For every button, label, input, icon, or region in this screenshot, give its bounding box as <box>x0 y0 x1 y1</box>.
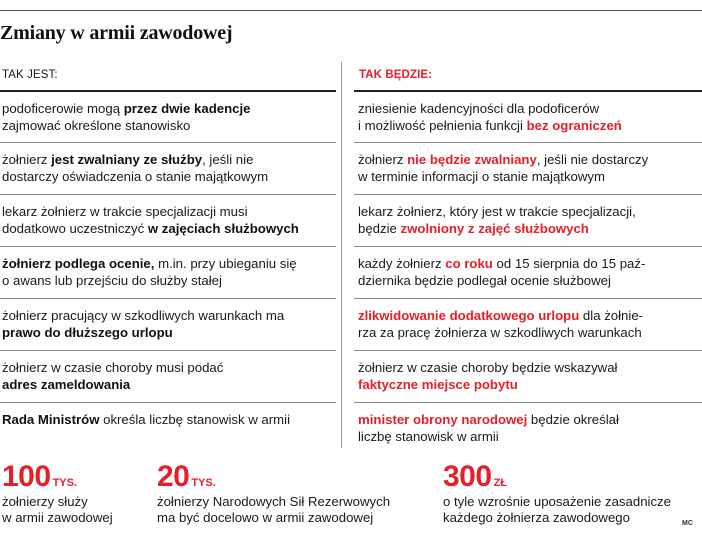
stat-description: żołnierzy służy w armii zawodowej <box>2 494 113 525</box>
stat-active-soldiers <box>2 462 113 526</box>
highlight-text: minister obrony narodowej <box>358 412 528 427</box>
comparison-row: żołnierz pracujący w szkodliwych warunkach ma prawo do dłuższego urlopu <box>0 298 336 350</box>
comparison-row: lekarz żołnierz w trakcie specjalizacji musi dodatkowo uczestniczyć w zajęciach służbowych <box>0 194 336 246</box>
column-heading-current: TAK JEST: <box>2 69 58 81</box>
stat-unit: ZŁ <box>493 477 508 489</box>
future-state-column <box>354 90 702 454</box>
highlight-text: co roku <box>445 256 493 271</box>
comparison-row: żołnierz w czasie choroby musi podać adres zameldowania <box>0 350 336 402</box>
stat-description: żołnierzy Narodowych Sił Rezerwowych ma być docelowo w armii zawodowej <box>157 494 391 525</box>
comparison-row: lekarz żołnierz, który jest w trakcie specjalizacji, będzie zwolniony z zajęć służbowych <box>354 194 702 246</box>
stat-salary-increase <box>443 462 671 526</box>
stat-number: 300 <box>443 460 492 493</box>
stat-unit: TYS. <box>191 477 216 489</box>
bold-text: żołnierz podlega ocenie, <box>2 256 155 271</box>
comparison-row: zniesienie kadencyjności dla podoficerów i możliwość pełnienia funkcji bez ograniczeń <box>354 90 702 142</box>
bold-text: prawo do dłuższego urlopu <box>2 325 173 340</box>
page-title: Zmiany w armii zawodowej <box>0 22 233 44</box>
comparison-row: każdy żołnierz co roku od 15 sierpnia do 15 paź- dziernika będzie podlegał ocenie służbowej <box>354 246 702 298</box>
top-rule <box>0 10 702 11</box>
stat-number: 20 <box>157 460 190 493</box>
comparison-row: minister obrony narodowej będzie określał liczbę stanowisk w armii <box>354 402 702 454</box>
bold-text: Rada Ministrów <box>2 412 100 427</box>
comparison-row: żołnierz nie będzie zwalniany, jeśli nie dostarczy w terminie informacji o stanie majątkowym <box>354 142 702 194</box>
column-heading-future: TAK BĘDZIE: <box>359 69 433 81</box>
current-state-column <box>0 90 336 454</box>
stat-unit: TYS. <box>52 477 78 489</box>
bold-text: przez dwie kadencje <box>123 101 251 116</box>
highlight-text: nie będzie zwalniany <box>407 152 537 167</box>
highlight-text: bez ograniczeń <box>526 118 622 133</box>
stat-description: o tyle wzrośnie uposażenie zasadnicze każdego żołnierza zawodowego <box>443 494 671 525</box>
bold-text: adres zameldowania <box>2 377 131 392</box>
highlight-text: faktyczne miejsce pobytu <box>358 377 518 392</box>
comparison-row: żołnierz podlega ocenie, m.in. przy ubieganiu się o awans lub przejściu do służby stałej <box>0 246 336 298</box>
stat-number: 100 <box>2 460 51 493</box>
comparison-row: żołnierz w czasie choroby będzie wskazywał faktyczne miejsce pobytu <box>354 350 702 402</box>
comparison-row: żołnierz jest zwalniany ze służby, jeśli nie dostarczy oświadczenia o stanie majątkowym <box>0 142 336 194</box>
author-credit: MC <box>682 520 693 527</box>
column-divider <box>341 62 342 448</box>
stat-reserve-soldiers <box>157 462 390 526</box>
bold-text: jest zwalniany ze służby <box>51 152 203 167</box>
comparison-row: zlikwidowanie dodatkowego urlopu dla żołnie- rza za pracę żołnierza w szkodliwych warunkach <box>354 298 702 350</box>
comparison-row: podoficerowie mogą przez dwie kadencje zajmować określone stanowisko <box>0 90 336 142</box>
bold-text: w zajęciach służbowych <box>147 221 299 236</box>
highlight-text: zwolniony z zajęć służbowych <box>400 221 589 236</box>
comparison-row: Rada Ministrów określa liczbę stanowisk w armii <box>0 402 336 454</box>
highlight-text: zlikwidowanie dodatkowego urlopu <box>358 308 580 323</box>
